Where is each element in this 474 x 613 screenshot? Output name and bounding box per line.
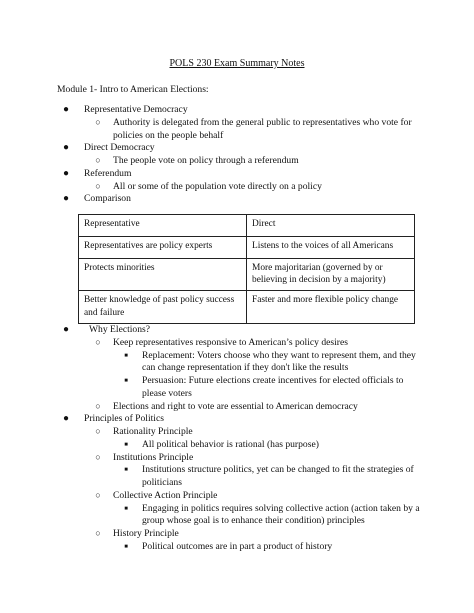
- list-item: [57, 541, 427, 554]
- item-text: Persuasion: Future elections create incentives for elected officials to please voters: [142, 375, 404, 399]
- circle-bullet-icon: ○: [95, 155, 101, 165]
- square-bullet-icon: ■: [124, 467, 128, 474]
- page-title: POLS 230 Exam Summary Notes: [169, 58, 305, 69]
- list-item: [57, 452, 427, 465]
- list-item: [57, 168, 427, 181]
- elections-list: [57, 324, 427, 554]
- circle-bullet-icon: ○: [95, 528, 101, 538]
- list-item: [57, 181, 427, 194]
- list-item: [57, 413, 427, 426]
- square-bullet-icon: ■: [124, 441, 128, 448]
- item-text: Direct Democracy: [84, 142, 155, 154]
- item-text: Institutions structure politics, yet can be changed to fit the strategies of politicians: [142, 464, 414, 488]
- item-text: Why Elections?: [89, 324, 151, 335]
- list-item: [57, 439, 427, 452]
- table-header-row: [79, 215, 415, 237]
- module-heading: Module 1- Intro to American Elections:: [57, 84, 209, 95]
- item-text: Institutions Principle: [113, 451, 194, 463]
- square-bullet-icon: ■: [124, 378, 128, 384]
- list-item: [57, 401, 427, 414]
- square-bullet-icon: ■: [124, 352, 128, 359]
- table-header-cell: Direct: [247, 215, 415, 237]
- list-item: [57, 375, 427, 401]
- item-text: History Principle: [113, 528, 179, 539]
- list-item: [57, 528, 427, 541]
- list-item: [57, 155, 427, 168]
- square-bullet-icon: ■: [124, 543, 128, 550]
- item-text: Engaging in politics requires solving collective action (action taken by a group whose goal is to enhance their condition) principles: [142, 502, 420, 527]
- table-cell: Better knowledge of past policy success and failure: [79, 291, 247, 323]
- table-cell: More majoritarian (governed by or believing in decision by a majority): [247, 259, 415, 291]
- item-text: All or some of the population vote directly on a policy: [113, 180, 322, 192]
- democracy-list: [57, 104, 427, 206]
- circle-bullet-icon: ○: [95, 116, 101, 127]
- bullet-icon: ●: [62, 413, 70, 425]
- item-text: Elections and right to vote are essential to American democracy: [113, 400, 358, 412]
- circle-bullet-icon: ○: [95, 336, 101, 347]
- item-text: Comparison: [84, 193, 131, 205]
- list-item: [57, 337, 427, 350]
- item-text: Collective Action Principle: [113, 489, 218, 501]
- item-text: Political outcomes are in part a product of history: [142, 540, 333, 552]
- circle-bullet-icon: ○: [95, 180, 101, 191]
- circle-bullet-icon: ○: [95, 400, 101, 411]
- table-cell: Representatives are policy experts: [79, 237, 247, 259]
- list-item: [57, 193, 427, 206]
- circle-bullet-icon: ○: [95, 489, 101, 500]
- comparison-table: [78, 214, 415, 324]
- item-text: Referendum: [84, 167, 132, 179]
- table-cell: Protects minorities: [79, 259, 247, 291]
- bullet-icon: ●: [62, 193, 70, 205]
- list-item: [57, 464, 427, 490]
- item-text: Representative Democracy: [84, 104, 188, 115]
- list-item: [57, 117, 427, 143]
- bullet-icon: ●: [62, 324, 70, 335]
- table-cell: Faster and more flexible policy change: [247, 291, 415, 323]
- item-text: All political behavior is rational (has purpose): [142, 438, 319, 450]
- bullet-icon: ●: [62, 142, 70, 154]
- item-text: Rationality Principle: [113, 426, 193, 437]
- item-text: Principles of Politics: [84, 413, 164, 425]
- circle-bullet-icon: ○: [95, 451, 101, 462]
- item-text: Authority is delegated from the general public to representatives who vote for policies on the people behalf: [113, 116, 412, 141]
- item-text: Replacement: Voters choose who they want to represent them, and they can change representation if they don't like the results: [142, 349, 416, 374]
- table-cell: Listens to the voices of all Americans: [247, 237, 415, 259]
- table-row: [79, 237, 415, 259]
- table-row: [79, 259, 415, 291]
- list-item: [57, 350, 427, 376]
- list-item: [57, 104, 427, 117]
- list-item: [57, 426, 427, 439]
- bullet-icon: ●: [62, 104, 70, 115]
- circle-bullet-icon: ○: [95, 426, 101, 436]
- square-bullet-icon: ■: [124, 505, 128, 512]
- table-row: [79, 291, 415, 323]
- list-item: [57, 324, 427, 337]
- item-text: The people vote on policy through a referendum: [113, 155, 299, 166]
- list-item: [57, 490, 427, 503]
- list-item: [57, 503, 427, 529]
- item-text: Keep representatives responsive to American’s policy desires: [113, 336, 348, 348]
- bullet-icon: ●: [62, 167, 70, 179]
- table-header-cell: Representative: [79, 215, 247, 237]
- list-item: [57, 142, 427, 155]
